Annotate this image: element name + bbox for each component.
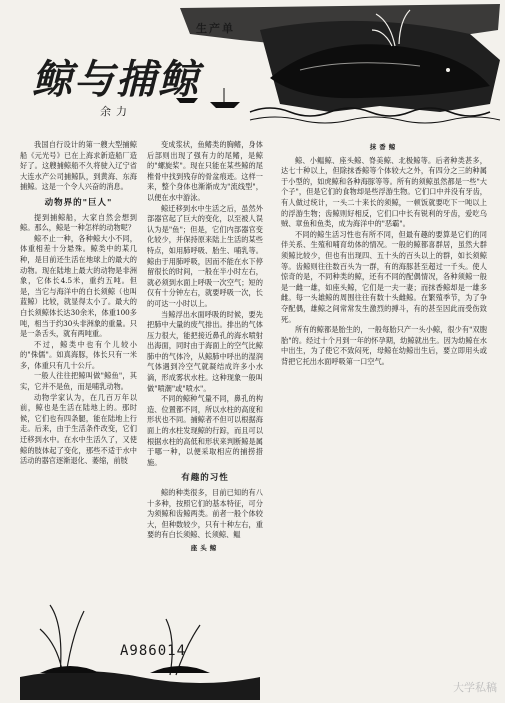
- column-2: [147, 140, 263, 557]
- section-heading: 动物界的"巨人": [44, 197, 113, 208]
- author-name: 余力: [100, 105, 132, 118]
- paragraph: 当鲸浮出水面呼吸的时候，要先把肺中大量的废气排出。排出的气体压力很大，能把接近鼻孔的海水喷射出海面，同时由于海面上的空气比鲸肺中的气体冷，从鲸肺中呼出的湿润气体遇到冷空气就凝结成许多小水滴，形成雾状水柱。这种现象一般叫做"喷潮"或"喷水"。: [147, 309, 263, 393]
- paragraph: 鲸的种类很多，目前已知的有八十多种，按照它们的基本特征，可分为须鲸和齿鲸两类。前者一般个体较大，但种数较少，只有十种左右，重要的有白长须鲸、长须鲸、鳁: [147, 488, 263, 540]
- watermark: 大学私稿: [453, 681, 497, 694]
- paragraph: 变成浆状，鱼鳍类的胸鳍，身体后部则出现了强有力的尾鳍，是鲸的"螺旋桨"。现在只能在某些鲸的尾椎骨中找到残存的骨盆痕迹。这样一来，整个身体也渐渐成为"流线型"，以便在水中游泳。: [147, 140, 263, 202]
- paragraph: 不过，鲸类中也有个儿较小的"侏儒"。如真海豚，体长只有一米多，体重只有几十公斤。: [20, 339, 137, 370]
- paragraph: 提到捕鲸船，大家自然会想到鲸。那么，鲸是一种怎样的动物呢？: [20, 212, 137, 233]
- paragraph: 鲸、小鳁鲸、座头鲸、脊美鲸、北极鲸等。后者种类甚多，达七十种以上，但除抹香鲸等个体较大之外，有四分之三的种属于小型的，如虎鲸和各种海豚等等。所有的须鲸虽然都是一些"大个子"，但是它们的食物却是些浮游生物。它们口中并没有牙齿，有人做过统计，一头二十来长的须鲸，一顿饭就要吃下一吨以上的浮游生物；齿鲸则好相反，它们口中长有锐利的牙齿，爱吃乌贼、章鱼和鱼类，成为海洋中的"恶霸"。: [281, 155, 487, 229]
- serial-number: A986014: [120, 643, 187, 659]
- paragraph: 不同的鲸种气量不同，鼻孔的构造、位置都不同，所以水柱的高度和形状也不同。捕鲸者不但可以根据海面上的水柱发现鲸的行踪，而且可以根据水柱的高低和形状来判断鲸是属于哪一种，以便采取相应的捕捞措施。: [147, 394, 263, 467]
- paragraph: 动物学家认为，在几百万年以前，鲸也是生活在陆地上的。那时候，它们也有四条腿，能在陆地上行走。后来，由于生活条件改变，它们迁移到水中。在水中生活久了，又使鲸的肢体起了变化，那些不适于水中活动的器官逐渐退化、萎缩，前肢: [20, 392, 137, 466]
- intro-paragraph: 我国自行设计的第一艘大型捕鲸船《元光号》已在上海求新造船厂造好了。这艘捕鲸船不久将驶入辽宁省大连水产公司捕鲸队，到黄海、东海捕鲸。这是一个令人兴奋的消息。: [20, 140, 137, 192]
- paragraph: 鲸不止一种，各种鲸大小不同，体重相差十分悬殊。鲸类中的某几种，是目前还生活在地球上的最大的动物。现在陆地上最大的动物是非洲象，它体长4.5米，重约五吨。但是，当它与海洋中的白长须鲸（也叫蓝鲸）比较，就显得太小了。最大的白长须鲸体长达30余米，体重100多吨，相当于约30头非洲象的重量。只是一条舌头，就有两吨重。: [20, 233, 137, 339]
- section-label: 生产单: [196, 22, 235, 35]
- paragraph: 鲸迁移到水中生活之后，虽然外部器官起了巨大的变化，以至被人误认为是"鱼"；但是，它们内部器官变化较少，并保持原来陆上生活的某些特点，如用肺呼吸、胎生、哺乳等。鲸由于用肺呼吸，因而不能在水下停留很长的时间，一般在半小时左右，就必须到水面上呼吸一次空气；短的仅有十分钟左右，就要呼吸一次，长的可达一小时以上。: [147, 203, 263, 308]
- paragraph: 一般人往往把鲸叫做"鲸鱼"，其实，它并不是鱼，而是哺乳动物。: [20, 371, 137, 392]
- paragraph: 不同的鲸生活习性也有所不同，但最有趣的要算是它们的同伴关系、生殖和哺育幼体的情况。一般的鲸都喜群居，虽然大群须鲸比较少，但也有出现四、五十头的百头以上的群，如长须鲸等。齿鲸则往往数百头为一群，有的海豚甚至超过一千头。使人惊奇的是，不同种类的鲸，还有不同的配偶情况，各种须鲸一般是一雌一雄，如座头鲸，它们是一夫一妻；而抹香鲸却是一雄多雌。每一头雄鲸的周围往往有数十头雌鲸。在繁殖季节，为了争夺配偶，雄鲸之间常常发生激烈的搏斗，有的甚至因此而受伤致死。: [281, 229, 487, 324]
- column-1: [20, 140, 137, 467]
- illustration-caption: 抹香鲸: [369, 143, 399, 151]
- paragraph: 所有的鲸都是胎生的，一般每胎只产一头小鲸，很少有"双胞胎"的。经过十个月到一年的怀孕期，幼鲸就出生。因为幼鲸在水中出生，为了使它不致闷死，母鲸在幼鲸出生后，要立即用头或背把它托出水面呼吸第一口空气。: [281, 325, 487, 366]
- illustration-caption: 座头鲸: [190, 543, 220, 552]
- column-3: [281, 140, 487, 367]
- section-heading: 有趣的习性: [181, 473, 229, 484]
- article-title: 鲸与捕鲸: [32, 56, 200, 103]
